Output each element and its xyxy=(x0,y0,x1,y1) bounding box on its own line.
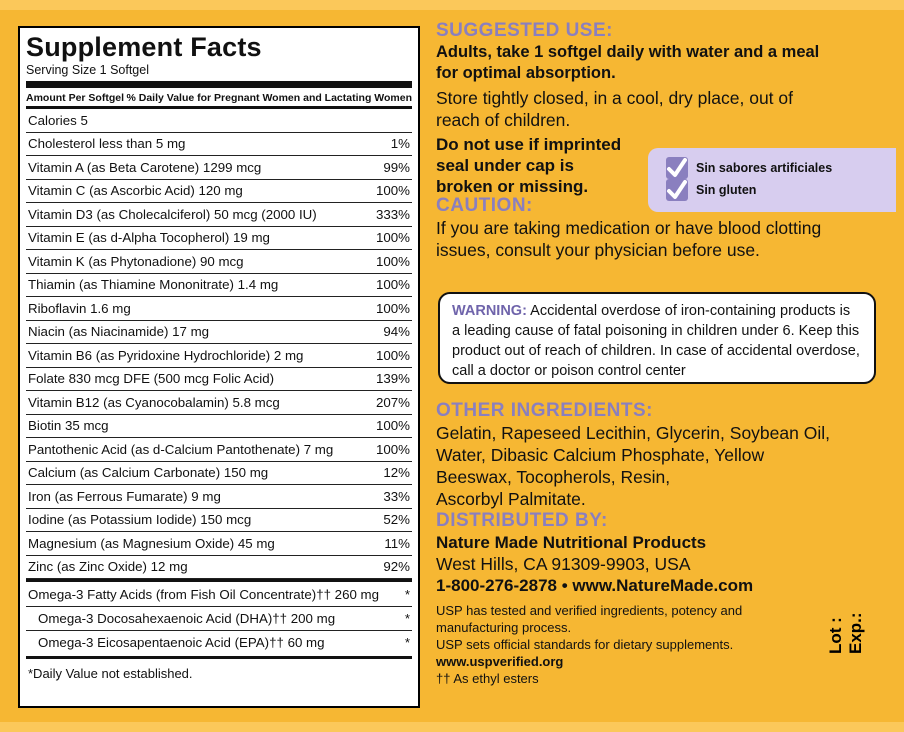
nutrient-label: Calcium (as Calcium Carbonate) 150 mg xyxy=(28,465,269,481)
nutrient-row xyxy=(26,156,412,180)
nutrient-daily-value: 207% xyxy=(375,394,410,410)
suggested-use-line: Adults, take 1 softgel daily with water and a meal xyxy=(436,43,820,61)
check-icon xyxy=(666,179,688,201)
nutrient-label: Thiamin (as Thiamine Mononitrate) 1.4 mg xyxy=(28,277,279,293)
company-contact: 1-800-276-2878 • www.NatureMade.com xyxy=(436,576,754,595)
nutrient-daily-value: 100% xyxy=(375,277,410,293)
usp-line: USP sets official standards for dietary supplements. xyxy=(436,637,734,652)
check-icon xyxy=(666,157,688,179)
nutrient-row xyxy=(26,344,412,368)
company-name: Nature Made Nutritional Products xyxy=(436,533,707,552)
nutrient-row xyxy=(26,462,412,486)
nutrient-row xyxy=(26,203,412,227)
other-ingredients-heading: OTHER INGREDIENTS: xyxy=(436,400,653,421)
storage-line: Store tightly closed, in a cool, dry place, out of xyxy=(436,88,793,108)
nutrient-row xyxy=(26,274,412,298)
ingredients-line: Water, Dibasic Calcium Phosphate, Yellow xyxy=(436,445,765,465)
nutrient-daily-value: 12% xyxy=(383,465,410,481)
nutrient-daily-value: 11% xyxy=(384,535,410,551)
claim-text: Sin sabores artificiales xyxy=(696,161,833,175)
nutrient-row xyxy=(26,133,412,157)
usp-link: www.uspverified.org xyxy=(436,654,564,669)
nutrient-label: Iron (as Ferrous Fumarate) 9 mg xyxy=(28,488,221,504)
omega-pct: * xyxy=(404,586,410,602)
nutrient-label: Magnesium (as Magnesium Oxide) 45 mg xyxy=(28,535,275,551)
nutrient-daily-value: 92% xyxy=(383,559,410,575)
nutrient-label: Vitamin E (as d-Alpha Tocopherol) 19 mg xyxy=(28,230,270,246)
nutrient-label: Vitamin B6 (as Pyridoxine Hydrochloride) 2 mg xyxy=(28,347,304,363)
facts-header xyxy=(26,88,412,106)
nutrient-row xyxy=(26,532,412,556)
iron-warning-box xyxy=(438,292,876,384)
nutrient-label: Folate 830 mcg DFE (500 mcg Folic Acid) xyxy=(28,371,275,387)
usp-line: †† As ethyl esters xyxy=(436,671,539,686)
nutrient-label: Pantothenic Acid (as d-Calcium Pantothenate) 7 mg xyxy=(28,441,334,457)
distributed-by-heading: DISTRIBUTED BY: xyxy=(436,510,608,531)
claim-item xyxy=(666,157,832,179)
usp-line: USP has tested and verified ingredients, potency and xyxy=(436,603,743,618)
nutrient-row xyxy=(26,297,412,321)
nutrient-daily-value: 94% xyxy=(383,324,410,340)
nutrient-daily-value: 100% xyxy=(375,418,410,434)
nutrient-row xyxy=(26,250,412,274)
nutrient-row xyxy=(26,109,412,133)
ingredients-line: Ascorbyl Palmitate. xyxy=(436,489,586,509)
nutrient-daily-value: 100% xyxy=(375,300,410,316)
omega-row xyxy=(26,630,412,654)
nutrient-row xyxy=(26,368,412,392)
nutrient-row xyxy=(26,180,412,204)
nutrient-daily-value: 100% xyxy=(375,347,410,363)
caution-line: issues, consult your physician before use. xyxy=(436,240,760,260)
nutrient-daily-value: 52% xyxy=(383,512,410,528)
nutrient-row xyxy=(26,415,412,439)
nutrient-row xyxy=(26,438,412,462)
caution-heading: CAUTION: xyxy=(436,195,533,216)
nutrient-daily-value: 100% xyxy=(375,183,410,199)
nutrient-daily-value: 1% xyxy=(390,136,410,152)
serving-size: Serving Size 1 Softgel xyxy=(26,63,149,77)
nutrient-row xyxy=(26,485,412,509)
company-address: West Hills, CA 91309-9903, USA xyxy=(436,554,691,574)
nutrient-row xyxy=(26,556,412,580)
nutrient-label: Zinc (as Zinc Oxide) 12 mg xyxy=(28,559,188,575)
label-info-column xyxy=(436,20,896,261)
bottom-border xyxy=(0,722,904,732)
top-border xyxy=(0,0,904,10)
nutrient-label: Calories 5 xyxy=(28,112,88,128)
nutrient-row xyxy=(26,391,412,415)
omega-label: Omega-3 Docosahexaenoic Acid (DHA)†† 200 mg xyxy=(38,611,336,626)
warning-text: Accidental overdose of iron-containing products is a leading cause of fatal poisoning in children under 6. Keep this product out of reach of children. In case of accidental overdose, call a doctor or poison control center xyxy=(452,303,860,379)
seal-warning-line: broken or missing. xyxy=(436,177,589,196)
warning-label: WARNING: xyxy=(452,303,527,319)
nutrient-daily-value: 139% xyxy=(375,371,410,387)
nutrient-label: Vitamin D3 (as Cholecalciferol) 50 mcg (2000 IU) xyxy=(28,206,317,222)
lot-exp-stamp xyxy=(826,612,866,654)
omega-row xyxy=(26,606,412,630)
nutrient-daily-value: 100% xyxy=(375,441,410,457)
nutrient-row xyxy=(26,509,412,533)
nutrient-daily-value: 100% xyxy=(375,253,410,269)
nutrient-daily-value: 99% xyxy=(383,159,410,175)
nutrient-daily-value: 100% xyxy=(375,230,410,246)
supplement-facts-panel xyxy=(18,26,420,708)
caution-line: If you are taking medication or have blood clotting xyxy=(436,218,822,238)
claim-text: Sin gluten xyxy=(696,183,757,197)
exp-label: Exp.: xyxy=(846,612,865,654)
omega-label: Omega-3 Fatty Acids (from Fish Oil Concentrate)†† 260 mg xyxy=(28,586,380,602)
nutrient-label: Vitamin C (as Ascorbic Acid) 120 mg xyxy=(28,183,243,199)
amount-header: Amount Per Softgel xyxy=(26,92,125,104)
daily-value-header: % Daily Value for Pregnant Women and Lactating Women xyxy=(126,92,412,104)
nutrient-label: Riboflavin 1.6 mg xyxy=(28,300,131,316)
suggested-use-line: for optimal absorption. xyxy=(436,64,616,82)
nutrient-label: Niacin (as Niacinamide) 17 mg xyxy=(28,324,210,340)
omega-pct: * xyxy=(404,635,410,650)
nutrient-label: Vitamin K (as Phytonadione) 90 mcg xyxy=(28,253,244,269)
omega-pct: * xyxy=(404,611,410,626)
usp-line: manufacturing process. xyxy=(436,620,572,635)
nutrient-label: Iodine (as Potassium Iodide) 150 mcg xyxy=(28,512,252,528)
ingredients-line: Gelatin, Rapeseed Lecithin, Glycerin, Soybean Oil, xyxy=(436,423,830,443)
nutrient-row xyxy=(26,227,412,251)
nutrient-row xyxy=(26,321,412,345)
seal-warning-line: seal under cap is xyxy=(436,156,574,175)
footnote: *Daily Value not established. xyxy=(28,666,193,681)
nutrient-label: Vitamin B12 (as Cyanocobalamin) 5.8 mcg xyxy=(28,394,280,410)
divider-thick xyxy=(26,81,412,88)
nutrient-label: Cholesterol less than 5 mg xyxy=(28,136,186,152)
nutrient-label: Biotin 35 mcg xyxy=(28,418,109,434)
ingredients-line: Beeswax, Tocopherols, Resin, xyxy=(436,467,671,487)
nutrient-label: Vitamin A (as Beta Carotene) 1299 mcg xyxy=(28,159,262,175)
omega-label: Omega-3 Eicosapentaenoic Acid (EPA)†† 60 mg xyxy=(38,635,325,650)
seal-warning-line: Do not use if imprinted xyxy=(436,135,622,154)
suggested-use-heading: SUGGESTED USE: xyxy=(436,20,613,41)
claim-item xyxy=(666,179,756,201)
nutrient-daily-value: 33% xyxy=(383,488,410,504)
omega-row xyxy=(26,582,412,606)
nutrient-list xyxy=(26,109,412,579)
storage-line: reach of children. xyxy=(436,110,571,130)
lot-label: Lot : xyxy=(826,617,845,654)
nutrient-daily-value: 333% xyxy=(375,206,410,222)
facts-title: Supplement Facts xyxy=(26,32,262,62)
